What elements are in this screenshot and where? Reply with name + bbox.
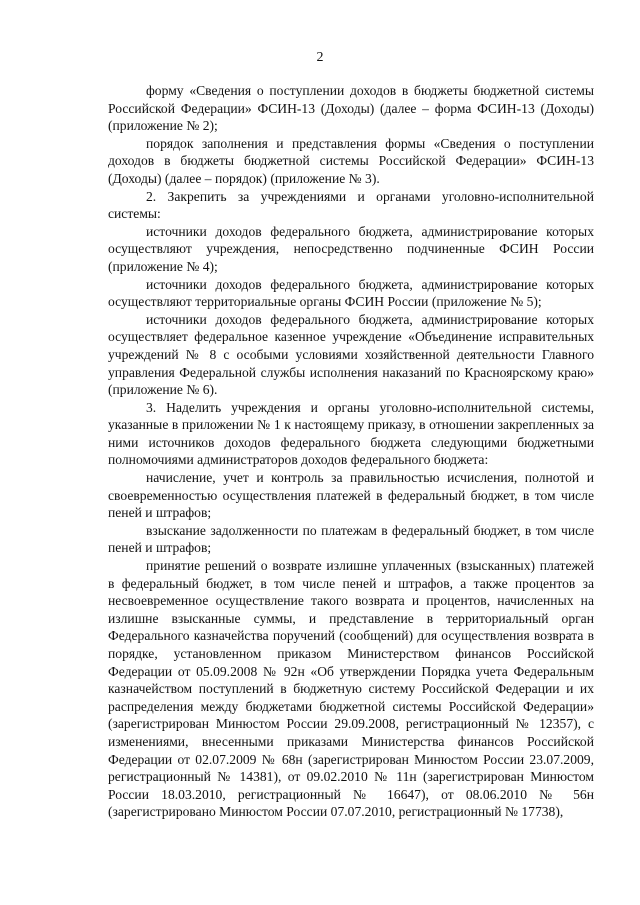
paragraph-sources-institution-8: источники доходов федерального бюджета, администрирование которых осуществляет федеральное казенное учреждение «Объединение исправительных учреждений № 8 с особыми условиями хозяйственной деятельности Главного управления Федеральной службы исполнения наказаний по Красноярскому краю» (приложение № 6). — [108, 311, 594, 398]
paragraph-refund-decisions: принятие решений о возврате излишне уплаченных (взысканных) платежей в федеральный бюджет, в том числе пеней и штрафов, а также процентов за несвоевременное осуществление такого возврата и процентов, начисленных на излишне взысканные суммы, и представление в территориальный орган Федерального казначейства поручений (сообщений) для осуществления возврата в порядке, установленном приказом Министерством финансов Российской Федерации от 05.09.2008 № 92н «Об утверждении Порядка учета Федеральным казначейством поступлений в бюджетную систему Российской Федерации и их распределения между бюджетами бюджетной системы Российской Федерации» (зарегистрирован Минюстом России 29.09.2008, регистрационный № 12357), с изменениями, внесенными приказами Министерства финансов Российской Федерации от 02.07.2009 № 68н (зарегистрирован Минюстом России 23.07.2009, регистрационный № 14381), от 09.02.2010 № 11н (зарегистрирован Минюстом России 18.03.2010, регистрационный № 16647), от 08.06.2010 № 56н (зарегистрировано Минюстом России 07.07.2010, регистрационный № 17738), — [108, 558, 594, 820]
paragraph-form-13: форму «Сведения о поступлении доходов в бюджеты бюджетной системы Российской Федерации» ФСИН-13 (Доходы) (далее – форма ФСИН-13 (Доходы) (приложение № 2); — [108, 83, 594, 134]
paragraph-debt-recovery: взыскание задолженности по платежам в федеральный бюджет, в том числе пеней и штрафов; — [108, 522, 594, 556]
paragraph-sources-territorial: источники доходов федерального бюджета, администрирование которых осуществляют территориальные органы ФСИН России (приложение № 5); — [108, 276, 594, 310]
page-number: 2 — [316, 50, 324, 65]
paragraph-sources-direct: источники доходов федерального бюджета, администрирование которых осуществляют учреждения, непосредственно подчиненные ФСИН России (приложение № 4); — [108, 223, 594, 274]
document-body — [108, 82, 594, 821]
paragraph-accrual: начисление, учет и контроль за правильностью исчисления, полнотой и своевременностью осуществления платежей в федеральный бюджет, в том числе пеней и штрафов; — [108, 470, 594, 521]
paragraph-item-3: 3. Наделить учреждения и органы уголовно-исполнительной системы, указанные в приложении № 1 к настоящему приказу, в отношении закрепленных за ними источников доходов федерального бюджета следующими бюджетными полномочиями администраторов доходов федерального бюджета: — [108, 399, 594, 468]
paragraph-item-2: 2. Закрепить за учреждениями и органами уголовно-исполнительной системы: — [108, 188, 594, 222]
paragraph-procedure: порядок заполнения и представления формы «Сведения о поступлении доходов в бюджеты бюджетной системы Российской Федерации» ФСИН-13 (Доходы) (далее – порядок) (приложение № 3). — [108, 135, 594, 186]
